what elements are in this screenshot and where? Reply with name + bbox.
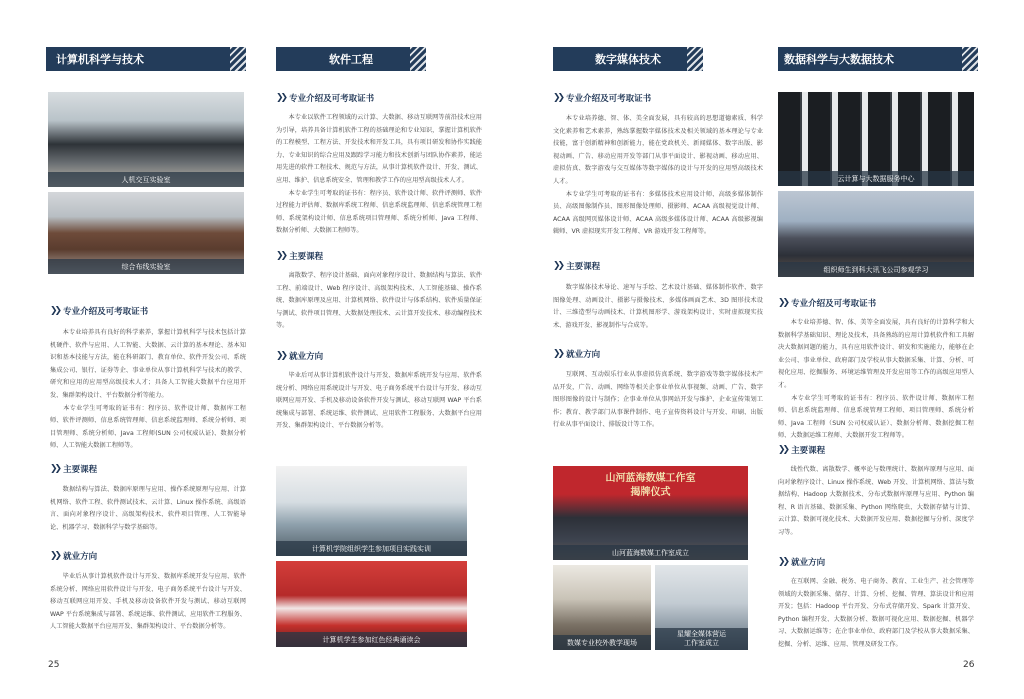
- section-heading-text: 主要课程: [289, 252, 324, 262]
- section-body: 毕业后可从事计算机软件设计与开发、数据库系统开发与应用、软件系统分析、网络应用系统设计与开发、电子商务系统平台设计与开发、移动互联网应用开发、手机及移动设备软件开发与测试、移动互联网 WAP 平台系统集成与部署、系统运维、软件测试、应用软件工程服务、大数据平台应用开发、集群架构设计、平台数据分析等。: [276, 372, 482, 430]
- section-heading: [276, 350, 323, 362]
- section-body: 本专业培养德、智、体、美等全面发展，具有良好的计算科学和大数据科学基础知识、理论及技术，具备熟练的应用计算机软件和工具解决大数据问题的能力，具有应用软件设计、研发和实施能力，能够在企业公司、事业单位、政府部门及学校从事大数据采集、计算、分析、可视化应用、挖掘服务、环境运维管理及开发应用等工作的高级应用型人才。 本专业学生可考取的证书有：程序员、软件设计师、数据库工程师、信息系统监理师、信息系统管理工程师、项目管理师、系统分析师、Java 工程师（SUN 公司权威认证）、数据分析师、数据挖掘工程师、大数据运维工程师、大数据开发工程师等。: [778, 319, 974, 440]
- stripe-decoration: [230, 47, 246, 71]
- page-number: 26: [963, 660, 975, 670]
- section-body: 本专业培养具有良好的科学素养，掌握计算机科学与技术包括计算机硬件、软件与应用、人工智能、大数据、云计算的基本理论、基本知识和基本技能与方法，能在科研部门、教育单位、软件开发公司、系统集成公司、银行、证券等企、事业单位从事计算机科学与技术的教学、研究和应用的应用型高级技术人才；具备人工智能大数据平台应用开发、集群架构设计、平台数据分析等能力。 本专业学生可考取的证书有：程序员、软件设计师、数据库工程师、软件评测师、信息系统管理师、信息系统监理师、系统分析师、项目管理师、系统分析师、Java 工程师(SUN 公司权威认证)、数据分析师、人工智能大数据工程师等。: [50, 329, 246, 450]
- stripe-decoration: [687, 47, 703, 71]
- column-title-text: 数据科学与大数据技术: [784, 53, 894, 66]
- chevron-icon: ❯❯: [778, 557, 788, 567]
- column-title-text: 数字媒体技术: [595, 53, 661, 66]
- column-title-text: 计算机科学与技术: [56, 53, 144, 66]
- section-body: 线性代数、离散数学、概率论与数理统计、数据库原理与应用、面向对象程序设计、Linux 操作系统、Web 开发、计算机网络、算法与数据结构、Hadoop 大数据技术、分布式数据库原理与应用、Python 编程、R 语言基础、数据采集、Python 网络爬虫、大数据存储与计算、云计算、数据可视化技术、大数据开发应用、数据挖掘与分析、深度学习等。: [778, 466, 974, 536]
- section-body: 毕业后从事计算机软件设计与开发、数据库系统开发与应用、软件系统分析、网络应用软件设计与开发、电子商务系统平台设计与开发、移动互联网应用开发、手机及移动设备软件开发与测试、移动互联网 WAP 平台系统集成与部署、系统运维、软件测试、应用软件工程服务、人工智能大数据平台应用开发、集群架构设计、平台数据分析等。: [50, 573, 246, 631]
- stripe-decoration: [410, 47, 426, 71]
- photo-media-studio: [655, 565, 748, 650]
- section-heading-text: 就业方向: [566, 350, 601, 360]
- stripe-decoration: [962, 47, 978, 71]
- section-heading: [50, 463, 97, 475]
- ceremony-banner: 山河蓝海数媒工作室 揭牌仪式: [605, 473, 696, 498]
- photo-caption: 星耀全媒体营运 工作室成立: [655, 628, 748, 650]
- chevron-icon: ❯❯: [276, 351, 286, 361]
- chevron-icon: ❯❯: [276, 93, 286, 103]
- chevron-icon: ❯❯: [553, 349, 563, 359]
- chevron-icon: ❯❯: [50, 551, 60, 561]
- chevron-icon: ❯❯: [50, 306, 60, 316]
- column-title: [553, 47, 703, 71]
- section-body: 本专业培养德、智、体、美全面发展，具有较高的思想道德素质、科学文化素养和艺术素养，熟练掌握数字媒体技术及相关领域的基本理论与专业技能，富于创新精神和创新能力，能在党政机关、新闻媒体、数字出版、影视动画、广告、移动应用开发等部门从事平面设计、影视动画、移动应用、虚拟仿真、数字游戏与交互媒体等数字媒体的设计与开发的应用型高级技术人才。 本专业学生可考取的证书有：多媒体技术应用设计师、高级多媒体制作员、高级图像制作员、图形图像处理师、摄影师、ACAA 高级视觉设计师、ACAA 高级网页媒体设计师、ACAA 高级多媒体设计师、ACAA 高级影视编辑师、VR 虚拟现实开发工程师、VR 游戏开发工程师等。: [553, 115, 763, 236]
- photo-caption: 人机交互实验室: [48, 172, 244, 187]
- column-title-text: 软件工程: [329, 53, 373, 66]
- photo-red-classic-reading: [276, 561, 467, 647]
- column-title: [276, 47, 426, 71]
- column-title: [778, 47, 978, 71]
- section-body: 在互联网、金融、税务、电子商务、教育、工业生产、社会管理等领域的大数据采集、储存、计算、分析、挖掘、管理、算法设计和应用开发；包括：Hadoop 平台开发、分布式存储开发、Spark 计算开发、Python 编程开发、大数据分析、数据可视化应用、数据挖掘、机器学习、大数据运维等；在企事业单位、政府部门及学校从事大数据采集、挖掘、分析、运维、应用、管理及研发工作。: [778, 578, 974, 648]
- column-data-science: [778, 0, 978, 699]
- section-heading: [778, 556, 825, 568]
- column-digital-media: [553, 0, 763, 699]
- section-heading: [778, 297, 876, 309]
- photo-caption: 计算机学生参加红色经典诵读会: [276, 632, 467, 647]
- section-heading-text: 就业方向: [63, 552, 98, 562]
- column-title: [46, 47, 246, 71]
- section-heading-text: 专业介绍及可考取证书: [566, 94, 652, 104]
- photo-hci-lab: [48, 92, 244, 187]
- section-heading: [553, 260, 600, 272]
- section-heading: [778, 444, 825, 456]
- photo-caption: 计算机学院组织学生参加项目实践实训: [276, 541, 467, 556]
- chevron-icon: ❯❯: [50, 464, 60, 474]
- section-body: 离散数学、程序设计基础、面向对象程序设计、数据结构与算法、软件工程、前端设计、Web 程序设计、高级架构技术、人工智能基础、操作系统、数据库原理及应用、计算机网络、软件设计与体系结构、软件质量保证与测试、软件项目管理、大数据处理技术、云计算开发技术、移动编程技术等。: [276, 272, 482, 330]
- section-body: 互联网、互动娱乐行业从事虚拟仿真系统、数字游戏等数字媒体技术产品开发，广告、动画、网络等相关企事业单位从事视频、动画、广告、数字图形图像的设计与制作；企事业单位从事网站开发与维护、企业宣传策划工作；教育、教学部门从事课件制作、电子宣传资料设计与开发、印刷、出版行业从事平面设计、排版设计等工作。: [553, 371, 763, 429]
- section-heading-text: 主要课程: [791, 446, 826, 456]
- chevron-icon: ❯❯: [553, 93, 563, 103]
- chevron-icon: ❯❯: [276, 251, 286, 261]
- section-heading: [553, 348, 600, 360]
- section-heading: [276, 250, 323, 262]
- section-heading-text: 专业介绍及可考取证书: [289, 94, 375, 104]
- section-body: 本专业以软件工程领域的云计算、大数据、移动互联网等前沿技术应用为引导，培养具备计算机软件工程的基础理论和专业知识，掌握计算机软件的工程模型、工程方法、开发技术和开发工具，具有项目研发和协作实践能力、专业知识的综合应用及跟踪学习能力和技术创新与团队协作素养，能运用先进的软件工程技术、规范与方法，从事计算机软件设计、开发、测试、应用、维护、信息系统安全、管理和教学工作的应用型高级技术人才。 本专业学生可考取的证书有：程序员、软件设计师、软件评测师、软件过程能力评估师、数据库系统工程师、信息系统监理师、信息系统管理工程师、系统架构设计师、信息系统项目管理师、系统分析师、Java 工程师、数据分析师、大数据工程师等。: [276, 114, 482, 235]
- section-heading-text: 主要课程: [63, 465, 98, 475]
- chevron-icon: ❯❯: [778, 445, 788, 455]
- column-software-engineering: [276, 0, 486, 699]
- column-computer-science: [46, 0, 246, 699]
- photo-iflytek-visit: [778, 191, 974, 277]
- section-heading-text: 就业方向: [289, 352, 324, 362]
- section-heading-text: 就业方向: [791, 558, 826, 568]
- chevron-icon: ❯❯: [553, 261, 563, 271]
- section-body: 数字媒体技术导论、速写与手绘、艺术设计基础、媒体制作软件、数字图像处理、动画设计、摄影与摄像技术、多媒体画面艺术、3D 图形技术设计、三维造型与动画技术、计算机图形学、游戏架构设计、实时虚拟现实技术、游戏开发、影视制作与合成等。: [553, 284, 763, 329]
- photo-cabling-lab: [48, 192, 244, 274]
- photo-offcampus-teaching: [553, 565, 651, 650]
- chevron-icon: ❯❯: [778, 298, 788, 308]
- photo-server-center: [778, 92, 974, 186]
- section-heading: [276, 92, 374, 104]
- section-heading-text: 主要课程: [566, 262, 601, 272]
- section-heading-text: 专业介绍及可考取证书: [63, 307, 149, 317]
- photo-caption: 数媒专业校外教学现场: [553, 635, 651, 650]
- section-heading-text: 专业介绍及可考取证书: [791, 299, 877, 309]
- photo-caption: 综合布线实验室: [48, 259, 244, 274]
- section-heading: [50, 305, 148, 317]
- photo-studio-ceremony: [553, 466, 748, 560]
- page-number: 25: [48, 660, 60, 670]
- section-heading: [553, 92, 651, 104]
- section-body: 数据结构与算法、数据库原理与应用、操作系统原理与应用、计算机网络、软件工程、软件测试技术、云计算、Linux 操作系统、高级语言、面向对象程序设计、高级架构技术、软件项目管理、人工智能导论、机器学习、数据科学与数学基础等。: [50, 486, 246, 531]
- photo-caption: 组织师生到科大讯飞公司参观学习: [778, 262, 974, 277]
- photo-caption: 云计算与大数据服务中心: [778, 171, 974, 186]
- photo-caption: 山河蓝海数媒工作室成立: [553, 545, 748, 560]
- photo-project-training: [276, 466, 467, 556]
- section-heading: [50, 550, 97, 562]
